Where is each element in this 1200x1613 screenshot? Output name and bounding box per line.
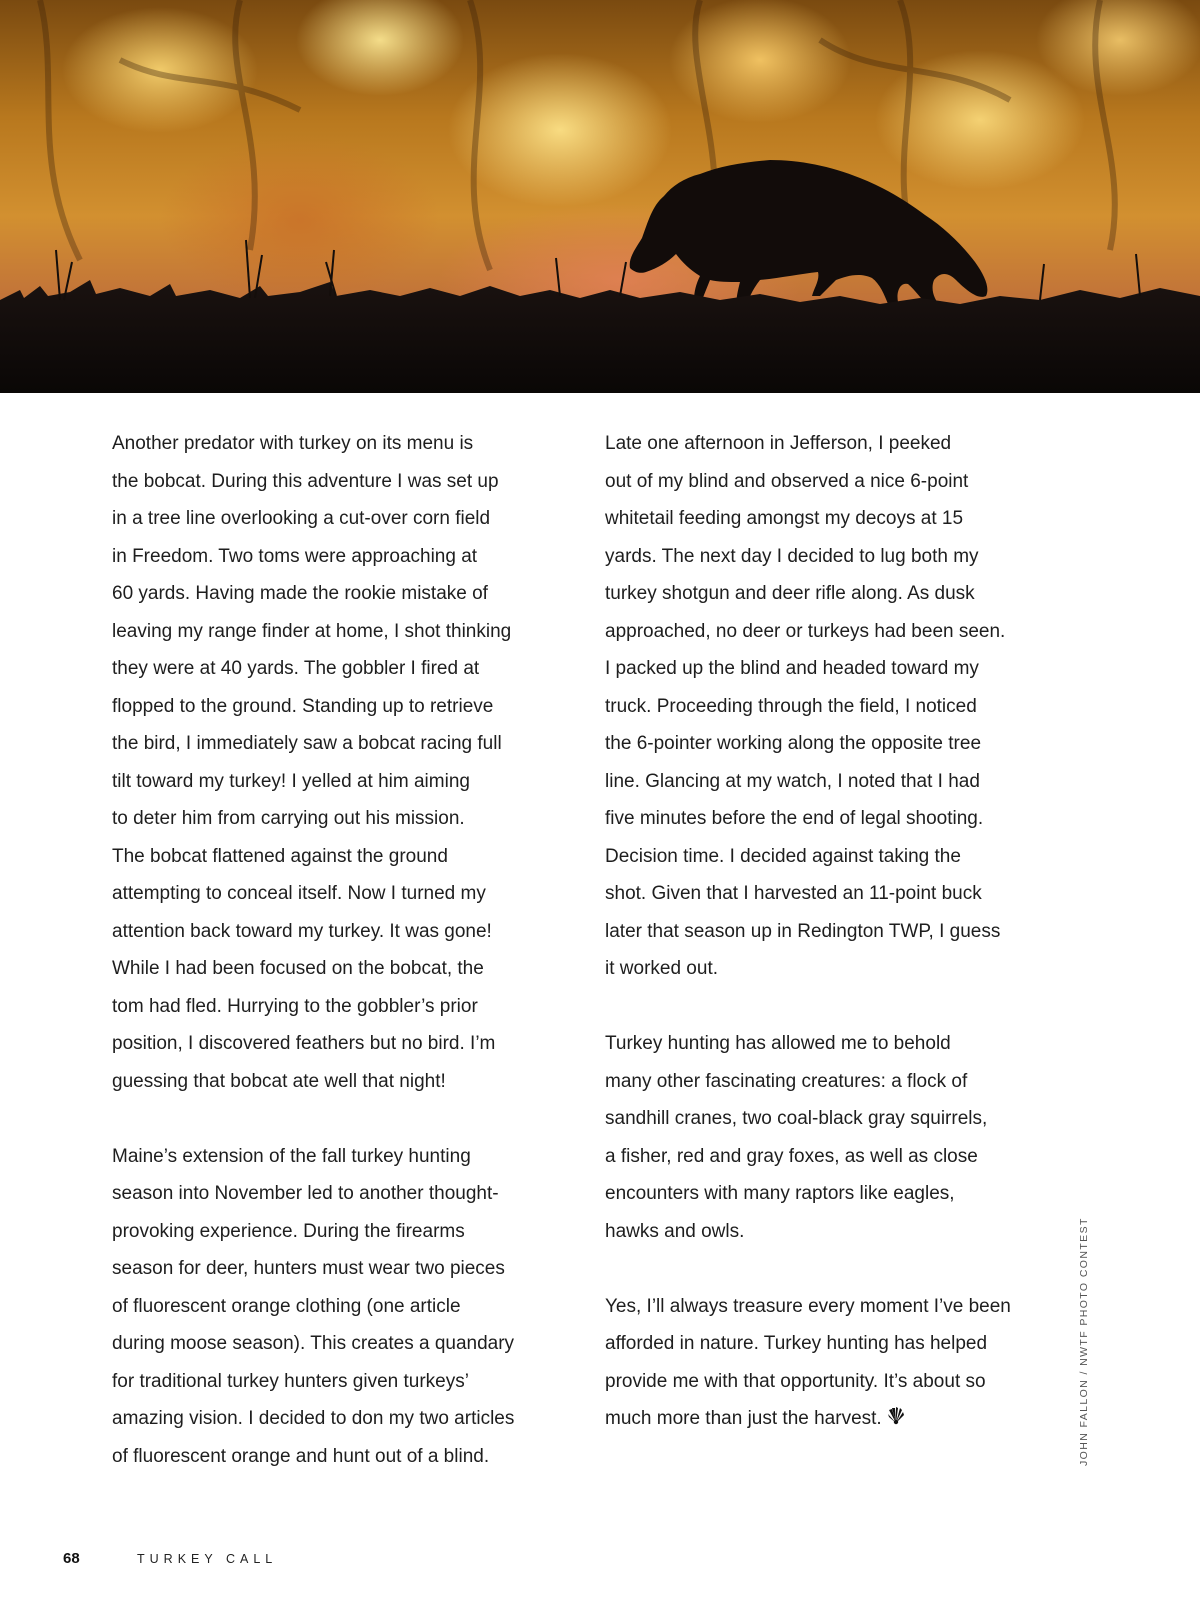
grass-line xyxy=(0,280,1200,393)
coyote-silhouette-scene xyxy=(0,0,1200,393)
paragraph-bobcat: Another predator with turkey on its menu is the bobcat. During this adventure I was set up in a tree line overlooking a cut-over corn field in Freedom. Two toms were approaching at 60 yards. Having made the rookie mistake of leaving my range finder at home, I shot thinking they were at 40 yards. The gobbler I fired at flopped to the ground. Standing up to retrieve the bird, I immediately saw a bobcat racing full tilt toward my turkey! I yelled at him aiming to deter him from carrying out his mission. The bobcat flattened against the ground attempting to conceal itself. Now I turned my attention back toward my turkey. It was gone! While I had been focused on the bobcat, the tom had fled. Hurrying to the gobbler’s prior position, I discovered feathers but no bird. I’m guessing that bobcat ate well that night! xyxy=(112,433,512,1092)
paragraph-conclusion xyxy=(605,1288,1055,1438)
conclusion-text: Yes, I’ll always treasure every moment I’ve been afforded in nature. Turkey hunting has helped provide me with that opportunity. It’s about so much more than just the harvest. xyxy=(605,1295,1011,1429)
turkey-fan-icon xyxy=(886,1402,906,1422)
paragraph-whitetail: Late one afternoon in Jefferson, I peeked out of my blind and observed a nice 6-point whitetail feeding amongst my decoys at 15 yards. The next day I decided to lug both my turkey shotgun and deer rifle along. As dusk approached, no deer or turkeys had been seen. I packed up the blind and headed toward my truck. Proceeding through the field, I noticed the 6-pointer working along the opposite tree line. Glancing at my watch, I noted that I had five minutes before the end of legal shooting. Decision time. I decided against taking the shot. Given that I harvested an 11-point buck later that season up in Redington TWP, I guess it worked out. xyxy=(605,433,1006,979)
hero-photo xyxy=(0,0,1200,393)
tree-branches xyxy=(40,0,1115,270)
photo-credit: JOHN FALLON / NWTF PHOTO CONTEST xyxy=(1078,1217,1090,1466)
coyote-silhouette xyxy=(630,160,988,308)
magazine-name: TURKEY CALL xyxy=(137,1552,278,1566)
page-number: 68 xyxy=(63,1550,80,1567)
article-left-column xyxy=(112,425,572,1475)
paragraph-creatures: Turkey hunting has allowed me to behold many other fascinating creatures: a flock of sandhill cranes, two coal-black gray squirrels, a fisher, red and gray foxes, as well as close encounters with many raptors like eagles, hawks and owls. xyxy=(605,1033,988,1242)
article-right-column xyxy=(605,425,1055,1438)
paragraph-fall-season: Maine’s extension of the fall turkey hunting season into November led to another thought- provoking experience. During the firearms season for deer, hunters must wear two pieces of fluorescent orange clothing (one article during moose season). This creates a quandary for traditional turkey hunters given turkeys’ amazing vision. I decided to don my two articles of fluorescent orange and hunt out of a blind. xyxy=(112,1145,515,1467)
